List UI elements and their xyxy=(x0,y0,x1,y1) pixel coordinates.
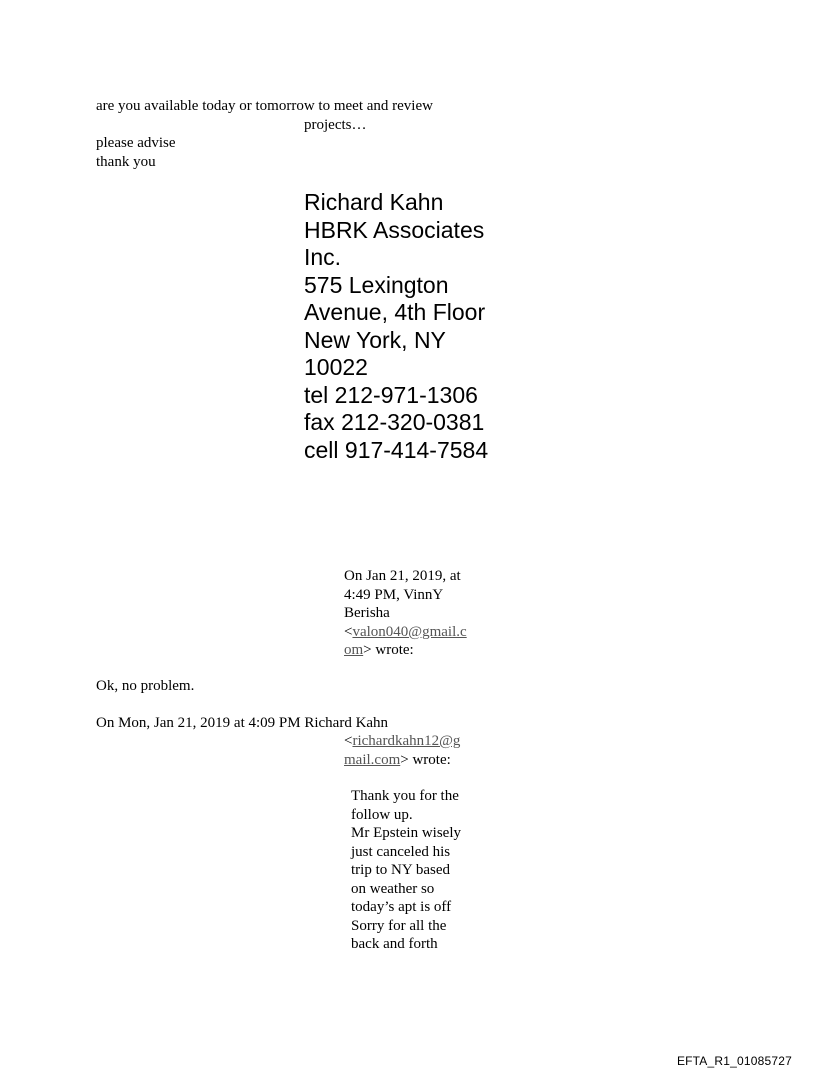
message-line: are you available today or tomorrow to meet and review xyxy=(96,98,433,114)
message-block xyxy=(96,97,516,171)
signature-line: Inc. xyxy=(304,244,342,270)
reply-text xyxy=(96,677,194,696)
quote-header-richard-email xyxy=(344,732,494,769)
body-line: just canceled his xyxy=(351,843,451,860)
signature-line: Avenue, 4th Floor xyxy=(304,299,486,325)
quote-line: Berisha xyxy=(344,605,390,621)
email-link-valon-cont[interactable]: om xyxy=(344,642,364,658)
body-line: Sorry for all the xyxy=(351,917,447,934)
signature-line: 10022 xyxy=(304,354,368,380)
quote-line: On Mon, Jan 21, 2019 at 4:09 PM Richard Kahn xyxy=(96,715,389,731)
body-line: Mr Epstein wisely xyxy=(351,825,461,841)
body-line: trip to NY based xyxy=(351,862,451,878)
body-line: Thank you for the xyxy=(351,788,459,804)
email-link-richard-cont[interactable]: mail.com xyxy=(344,751,401,768)
angle-open: < xyxy=(344,623,353,640)
signature-line: cell 917-414-7584 xyxy=(304,436,489,463)
signature-line: 575 Lexington xyxy=(304,271,449,298)
email-link-valon[interactable]: valon040@gmail.c xyxy=(352,623,467,640)
message-line: thank you xyxy=(96,153,156,170)
signature-line: New York, NY xyxy=(304,326,446,353)
signature-line: HBRK Associates xyxy=(304,216,485,243)
signature-line: tel 212-971-1306 xyxy=(304,381,478,408)
quote-header-vinny xyxy=(344,567,494,660)
quote-line: On Jan 21, 2019, at xyxy=(344,568,461,584)
signature-line: fax 212-320-0381 xyxy=(304,409,485,435)
document-id: EFTA_R1_01085727 xyxy=(676,1054,792,1068)
message-line: please advise xyxy=(96,135,176,151)
wrote-suffix: > wrote: xyxy=(400,751,451,768)
body-line: on weather so xyxy=(351,880,435,897)
wrote-suffix: > wrote: xyxy=(363,642,414,658)
quote-email-line xyxy=(344,641,494,660)
message-line: projects… xyxy=(304,116,367,133)
angle-open: < xyxy=(344,733,353,749)
body-line: follow up. xyxy=(351,806,413,823)
email-link-richard[interactable]: richardkahn12@g xyxy=(352,733,461,749)
body-line: back and forth xyxy=(351,936,438,952)
signature-line: Richard Kahn xyxy=(304,189,444,215)
quote-header-richard xyxy=(96,714,388,733)
quoted-body xyxy=(351,787,501,954)
body-line: today’s apt is off xyxy=(351,899,452,915)
signature-block xyxy=(304,189,544,464)
reply-line: Ok, no problem. xyxy=(96,678,195,694)
quote-email-line xyxy=(344,751,494,770)
quote-email-line xyxy=(344,623,494,642)
quote-email-line xyxy=(344,732,494,751)
quote-line: 4:49 PM, VinnY xyxy=(344,586,444,603)
